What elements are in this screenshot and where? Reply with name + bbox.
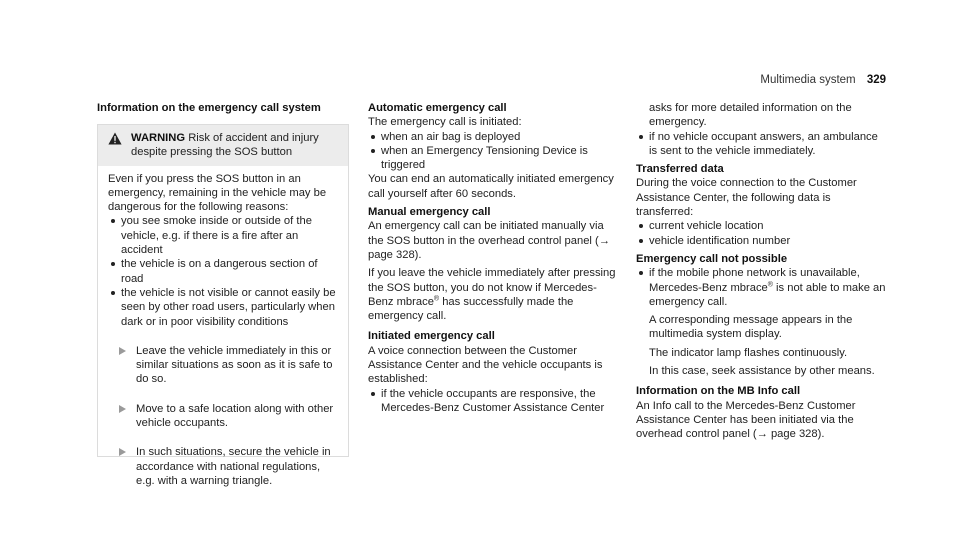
transferred-data-heading: Transferred data xyxy=(636,163,724,176)
not-possible-message: A corresponding message appears in the multimedia system display. xyxy=(649,314,853,341)
action-step-text: In such situations, secure the vehicle in accordance with national regulations, e.g. with a warning triangle. xyxy=(136,446,331,487)
transferred-data-text: During the voice connection to the Customer Assistance Center, the following data is transferred: xyxy=(636,177,857,219)
automatic-call-list xyxy=(368,130,618,173)
action-arrow-icon xyxy=(119,347,126,355)
registered-mark: ® xyxy=(433,295,440,303)
action-step-text: Move to a safe location along with other vehicle occupants. xyxy=(136,402,334,430)
page-header xyxy=(760,73,886,87)
list-item: if no vehicle occupant answers, an ambulance is sent to the vehicle immediately. xyxy=(636,130,886,159)
manual-call-heading: Manual emergency call xyxy=(368,206,491,219)
action-step xyxy=(108,445,340,488)
leave-vehicle-text xyxy=(368,266,618,323)
warning-heading: Risk of accident and injury despite pressing the SOS button xyxy=(131,132,319,159)
not-possible-list xyxy=(636,266,886,309)
initiated-call-heading: Initiated emergency call xyxy=(368,330,495,343)
warning-header xyxy=(98,125,348,166)
automatic-call-intro: The emergency call is initiated: xyxy=(368,116,522,129)
warning-intro: Even if you press the SOS button in an emergency, remaining in the vehicle may be dangerous for the following reasons: xyxy=(108,172,327,214)
column-3 xyxy=(636,101,886,442)
warning-triangle-icon xyxy=(108,132,122,145)
warning-reasons-list xyxy=(108,214,340,328)
manual-call-text: An emergency call can be initiated manually via the SOS button in the overhead control panel (→ page 328). xyxy=(368,220,610,261)
action-arrow-icon xyxy=(119,405,126,413)
info-call-text: An Info call to the Mercedes-Benz Customer Assistance Center has been initiated via the overhead control panel (→ page 328). xyxy=(636,399,856,441)
not-possible-heading: Emergency call not possible xyxy=(636,252,788,265)
automatic-call-end: You can end an automatically initiated emergency call yourself after 60 seconds. xyxy=(368,173,614,200)
emergency-system-heading: Information on the emergency call system xyxy=(97,102,321,114)
action-step-text: Leave the vehicle immediately in this or similar situations as soon as it is safe to do so. xyxy=(136,344,333,386)
continued-text: asks for more detailed information on the emergency. xyxy=(649,102,852,129)
action-arrow-icon xyxy=(119,448,126,456)
automatic-call-heading: Automatic emergency call xyxy=(368,102,507,114)
leave-text-end: has successfully made the emergency call. xyxy=(368,295,574,323)
transferred-data-list xyxy=(636,219,886,248)
warning-box xyxy=(97,124,349,487)
list-item xyxy=(636,266,886,309)
column-1 xyxy=(97,101,347,115)
np-text-start: if the mobile phone network is unavailable, Mercedes-Benz mbrace xyxy=(649,267,860,294)
list-item: the vehicle is on a dangerous section of road xyxy=(108,257,340,286)
not-possible-lamp: The indicator lamp flashes continuously. xyxy=(649,346,848,359)
continued-list xyxy=(636,130,886,159)
initiated-call-list xyxy=(368,387,618,416)
list-item: when an Emergency Tensioning Device is triggered xyxy=(368,144,618,173)
action-step xyxy=(108,402,340,431)
warning-body xyxy=(98,166,348,489)
leave-text-start: If you leave the vehicle immediately after pressing the SOS button, you do not know if Mercedes-Benz mbrace xyxy=(368,267,616,308)
registered-mark: ® xyxy=(767,280,773,288)
list-item: when an air bag is deployed xyxy=(368,130,618,144)
list-item: you see smoke inside or outside of the vehicle, e.g. if there is a fire after an accident xyxy=(108,214,340,257)
column-2 xyxy=(368,101,618,415)
warning-label: WARNING xyxy=(131,132,186,144)
info-call-heading: Information on the MB Info call xyxy=(636,385,801,398)
list-item: if the vehicle occupants are responsive, the Mercedes-Benz Customer Assistance Center xyxy=(368,387,618,416)
not-possible-assist: In this case, seek assistance by other means. xyxy=(649,365,875,378)
list-item: the vehicle is not visible or cannot easily be seen by other road users, particularly when dark or in poor visibility conditions xyxy=(108,286,340,329)
warning-text xyxy=(131,131,340,160)
section-title: Multimedia system xyxy=(760,74,856,86)
list-item: vehicle identification number xyxy=(636,234,886,248)
np-text-end: is not able to make an emergency call. xyxy=(649,281,886,308)
list-item: current vehicle location xyxy=(636,219,886,233)
action-step xyxy=(108,344,340,387)
initiated-call-text: A voice connection between the Customer Assistance Center and the vehicle occupants is established: xyxy=(368,344,603,386)
page-number: 329 xyxy=(866,74,886,86)
